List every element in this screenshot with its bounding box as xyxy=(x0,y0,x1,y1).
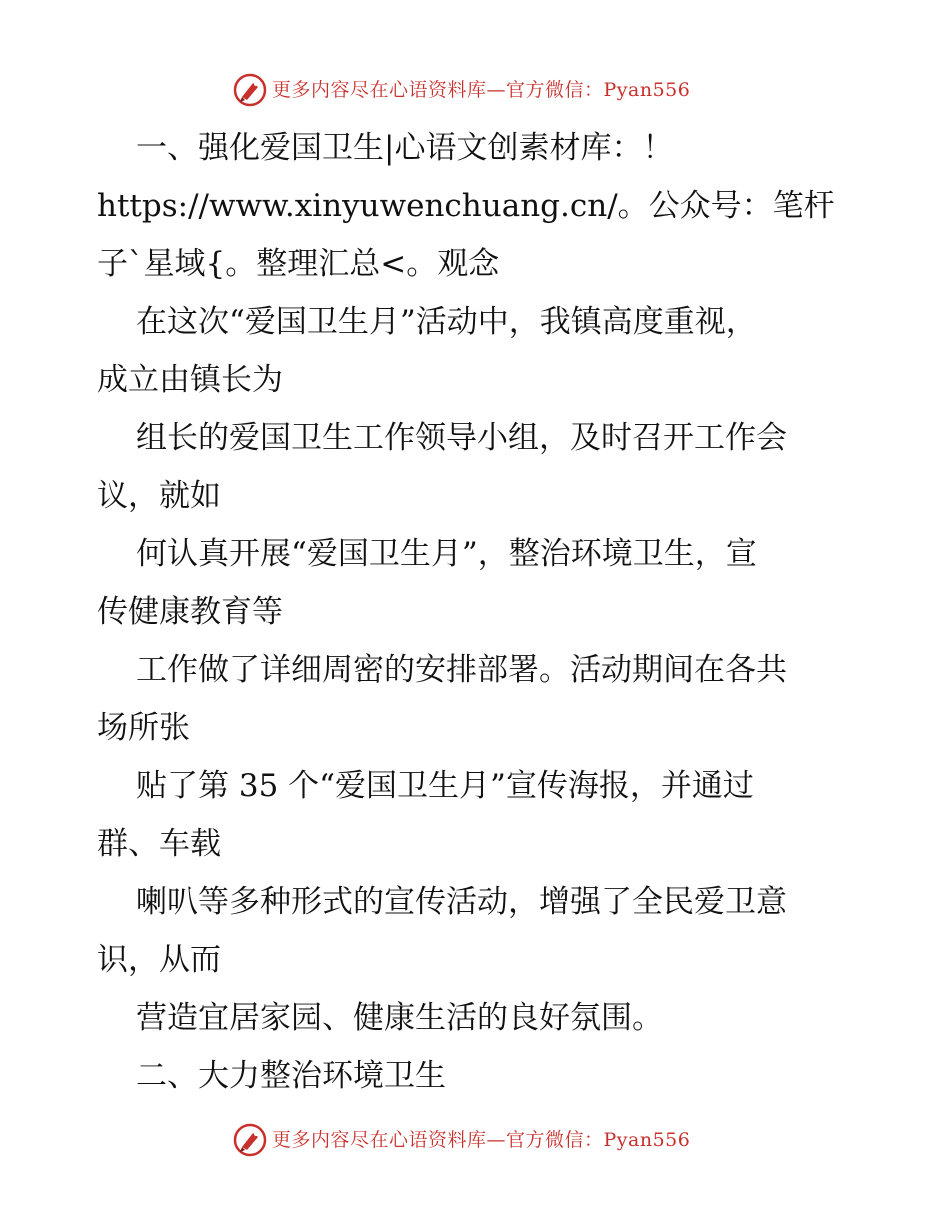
text-line: 议，就如 xyxy=(97,478,221,514)
text-line: 一、强化爱国卫生|心语文创素材库：！ xyxy=(136,130,674,166)
text-line: 子`星域{。整理汇总<。观念 xyxy=(97,246,500,282)
header-banner xyxy=(0,70,950,110)
header-banner-text: 更多内容尽在心语资料库—官方微信：Pyan556 xyxy=(272,79,691,101)
text-line: 识，从而 xyxy=(97,942,221,978)
text-line: 传健康教育等 xyxy=(97,594,283,630)
text-line: 营造宜居家园、健康生活的良好氛围。 xyxy=(136,1000,663,1036)
logo-icon xyxy=(233,1123,267,1157)
text-line: 群、车载 xyxy=(97,826,221,862)
footer-banner xyxy=(0,1120,950,1160)
footer-banner-text: 更多内容尽在心语资料库—官方微信：Pyan556 xyxy=(272,1129,691,1151)
text-line: 在这次“爱国卫生月”活动中，我镇高度重视， xyxy=(136,304,757,340)
section-heading: 二、大力整治环境卫生 xyxy=(136,1058,446,1094)
text-line: 组长的爱国卫生工作领导小组，及时召开工作会 xyxy=(136,420,787,456)
text-line: 贴了第 35 个“爱国卫生月”宣传海报，并通过 xyxy=(136,768,754,804)
text-line: 工作做了详细周密的安排部署。活动期间在各共 xyxy=(136,652,787,688)
logo-icon xyxy=(233,73,267,107)
text-line: 场所张 xyxy=(97,710,190,746)
text-line: 成立由镇长为 xyxy=(97,362,283,398)
text-line: 何认真开展“爱国卫生月”，整治环境卫生，宣 xyxy=(136,536,757,572)
text-line: https://www.xinyuwenchuang.cn/。公众号：笔杆 xyxy=(97,188,835,224)
text-line: 喇叭等多种形式的宣传活动，增强了全民爱卫意 xyxy=(136,884,787,920)
